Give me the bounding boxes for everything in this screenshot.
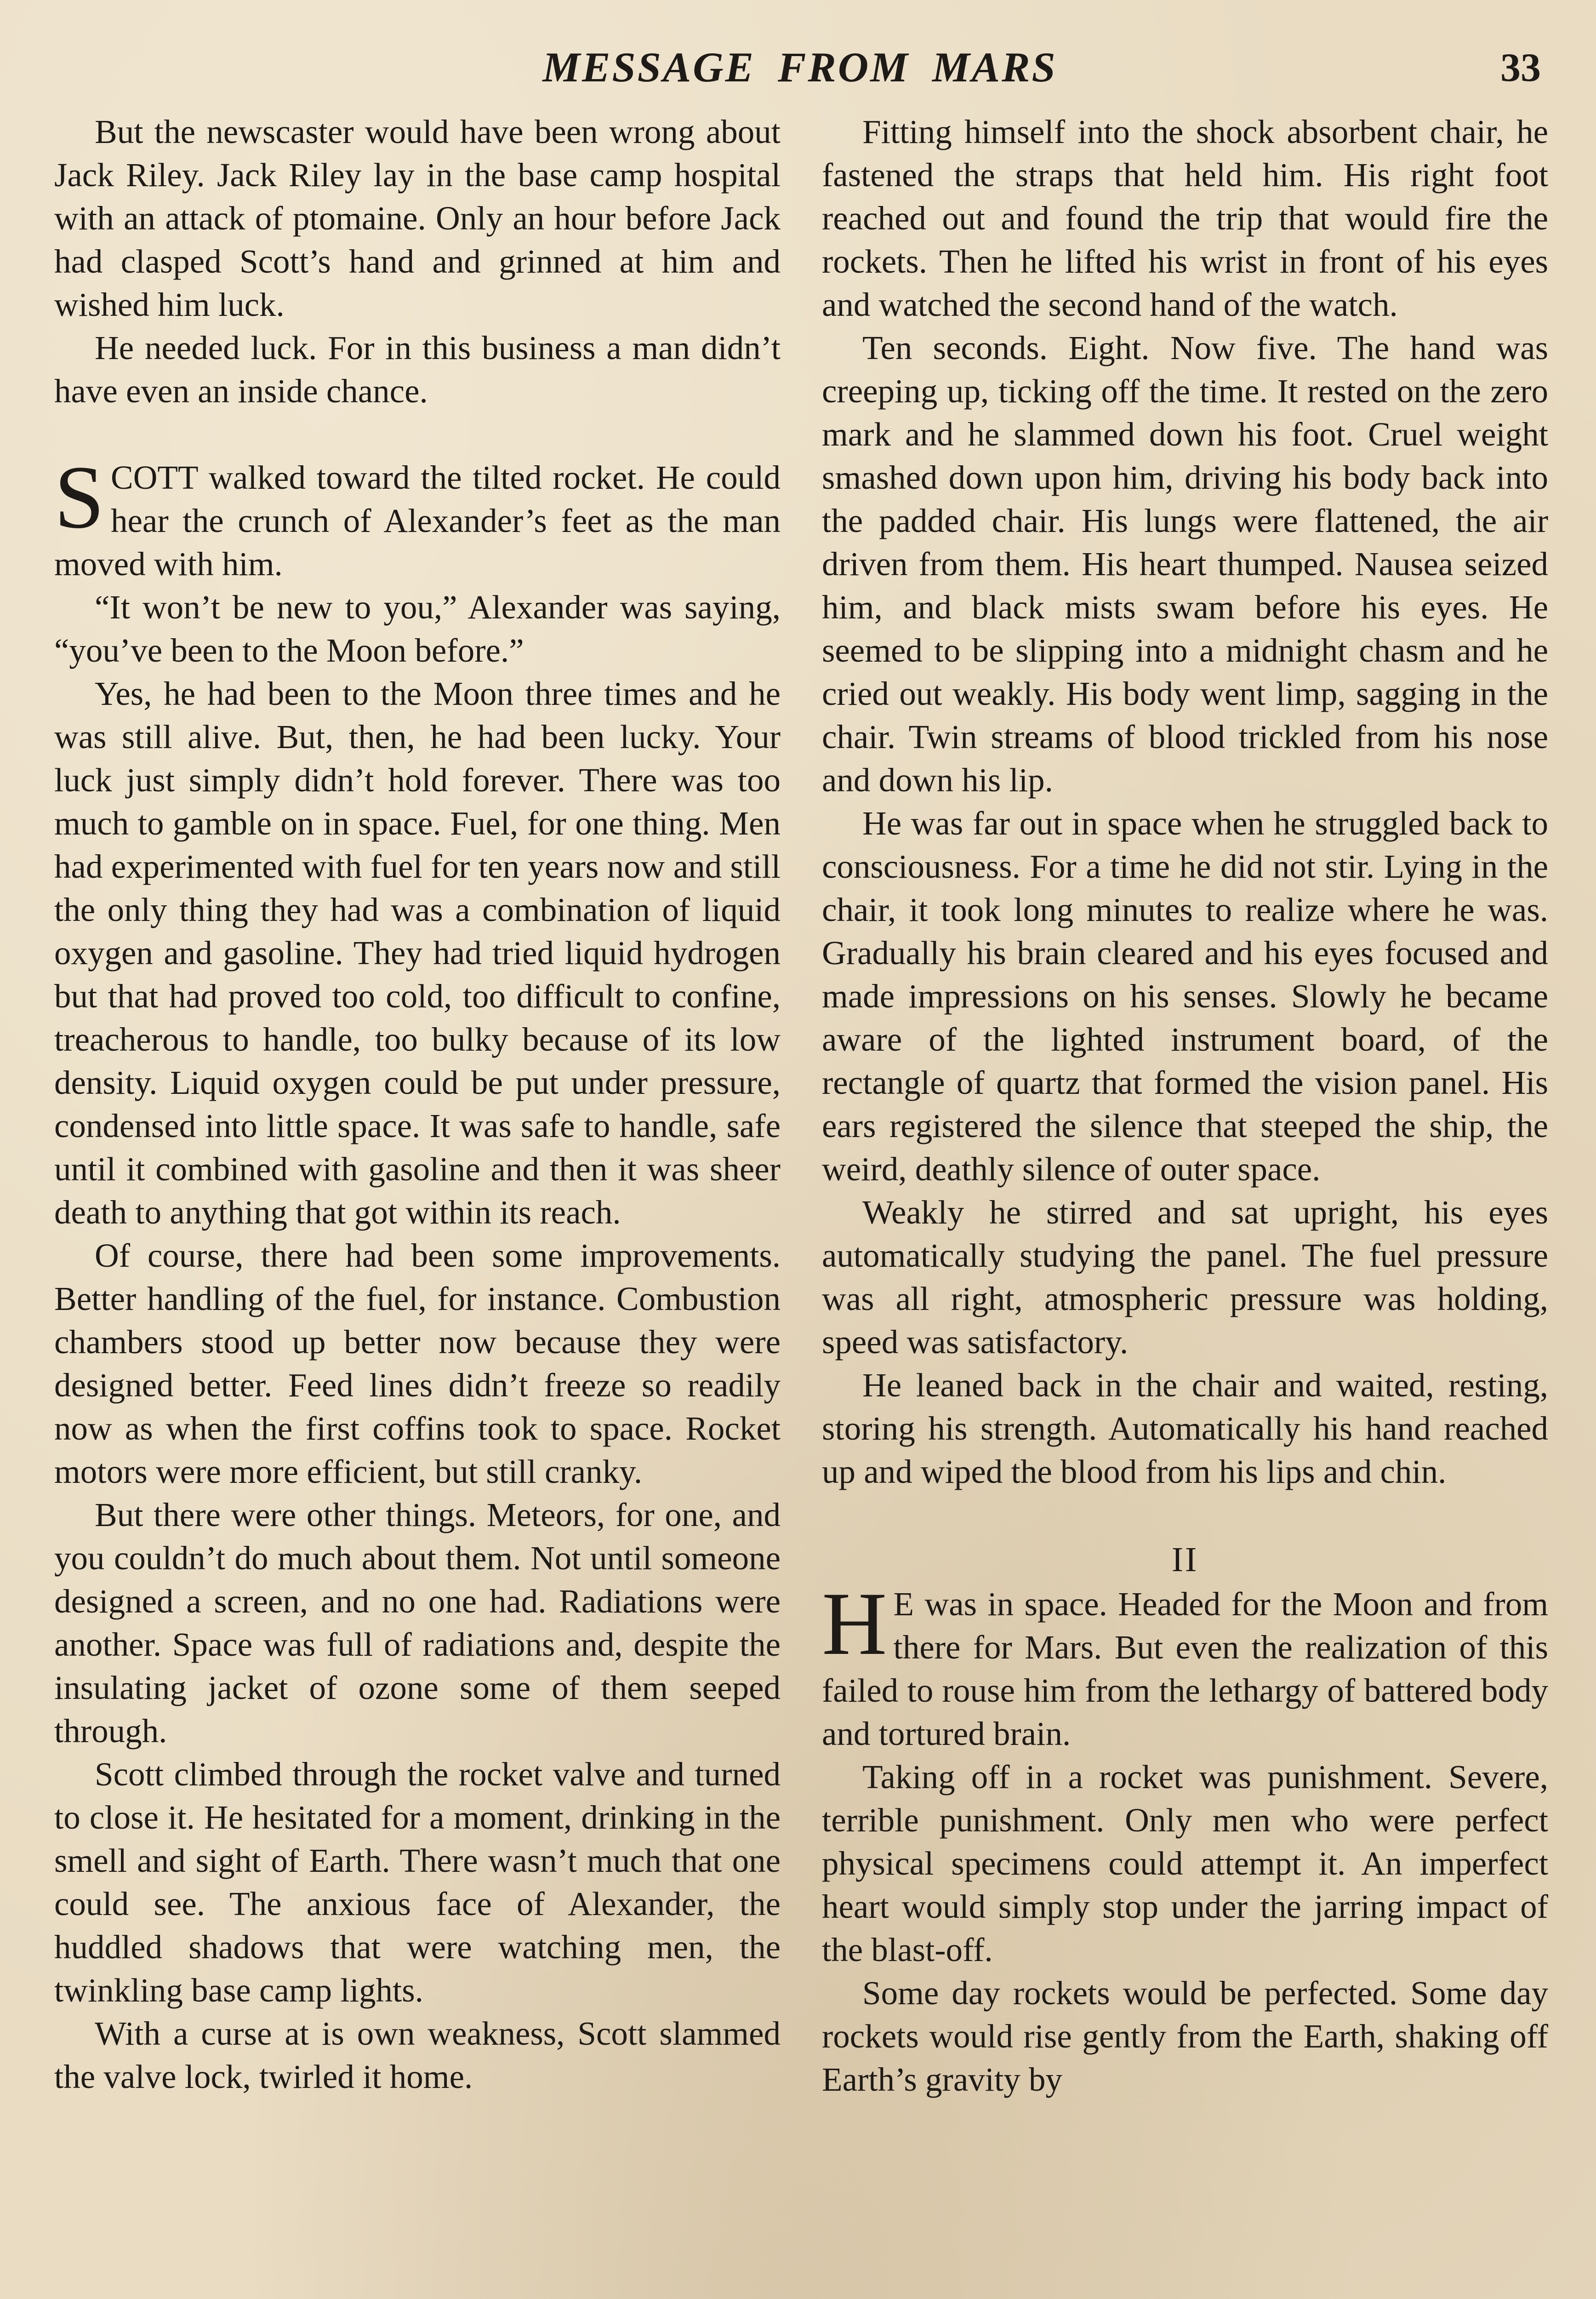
running-title: MESSAGE FROM MARS	[542, 44, 1057, 91]
paragraph: He was far out in space when he struggled back to consciousness. For a time he did not stir. Lying in the chair, it took long minutes to realize where he was. Gradually his brain cleared and his eyes focused and made impressions on his senses. Slowly he became aware of the lighted instrument board, of the rectangle of quartz that formed the vision panel. His ears registered the silence that steeped the ship, the weird, deathly silence of outer space.	[822, 805, 1548, 1188]
drop-cap: H	[822, 1574, 887, 1674]
paragraph: Scott climbed through the rocket valve and turned to close it. He hesitated for a moment, drinking in the smell and sight of Earth. There wasn’t much that one could see. The anxious face of Alexander, the huddled shadows that were watching men, the twinkling base camp lights.	[54, 1756, 781, 2009]
paragraph: “It won’t be new to you,” Alexander was saying, “you’ve been to the Moon before.”	[54, 589, 781, 669]
paragraph: Some day rockets would be perfected. Some day rockets would rise gently from the Earth, shaking off Earth’s gravity by	[822, 1974, 1548, 2098]
page-number: 33	[1500, 46, 1541, 90]
section-heading: II	[1171, 1540, 1199, 1579]
paragraph-text: COTT walked toward the tilted rocket. He could hear the crunch of Alexander’s feet as the man moved with him.	[54, 459, 781, 583]
right-column	[822, 110, 1548, 2101]
paragraph: Yes, he had been to the Moon three times and he was still alive. But, then, he had been lucky. Your luck just simply didn’t hold forever. There was too much to gamble on in space. Fuel, for one thing. Men had experimented with fuel for ten years now and still the only thing they had was a combination of liquid oxygen and gasoline. They had tried liquid hydrogen but that had proved too cold, too difficult to confine, treacherous to handle, too bulky because of its low density. Liquid oxygen could be put under pressure, condensed into little space. It was safe to handle, safe until it combined with gasoline and then it was sheer death to anything that got within its reach.	[54, 675, 781, 1231]
paragraph: He leaned back in the chair and waited, resting, storing his strength. Automatically his hand reached up and wiped the blood from his lips and chin.	[822, 1367, 1548, 1490]
left-column	[54, 110, 781, 2099]
drop-cap: S	[54, 447, 105, 547]
paragraph: Weakly he stirred and sat upright, his eyes automatically studying the panel. The fuel pressure was all right, atmospheric pressure was holding, speed was satisfactory.	[822, 1194, 1548, 1361]
paragraph: With a curse at is own weakness, Scott slammed the valve lock, twirled it home.	[54, 2015, 781, 2095]
paragraph: Of course, there had been some improvements. Better handling of the fuel, for instance. Combustion chambers stood up better now because they were designed better. Feed lines didn’t freeze so readily now as when the first coffins took to space. Rocket motors were more efficient, but still cranky.	[54, 1237, 781, 1490]
paragraph-text: E was in space. Headed for the Moon and from there for Mars. But even the realization of this failed to rouse him from the lethargy of battered body and tortured brain.	[822, 1585, 1548, 1752]
paragraph: He needed luck. For in this business a man didn’t have even an inside chance.	[54, 329, 781, 410]
paragraph: But there were other things. Meteors, for one, and you couldn’t do much about them. Not until someone designed a screen, and no one had. Radiations were another. Space was full of radiations and, despite the insulating jacket of ozone some of them seeped through.	[54, 1496, 781, 1750]
paragraph: But the newscaster would have been wrong about Jack Riley. Jack Riley lay in the base camp hospital with an attack of ptomaine. Only an hour before Jack had clasped Scott’s hand and grinned at him and wished him luck.	[54, 113, 781, 323]
paragraph: Fitting himself into the shock absorbent chair, he fastened the straps that held him. His right foot reached out and found the trip that would fire the rockets. Then he lifted his wrist in front of his eyes and watched the second hand of the watch.	[822, 113, 1548, 323]
paragraph: Taking off in a rocket was punishment. Severe, terrible punishment. Only men who were perfect physical specimens could attempt it. An imperfect heart would simply stop under the jarring impact of the blast-off.	[822, 1758, 1548, 1968]
paragraph-with-dropcap	[54, 447, 781, 586]
paragraph-with-dropcap	[822, 1574, 1548, 1756]
paragraph: Ten seconds. Eight. Now five. The hand was creeping up, ticking off the time. It rested on the zero mark and he slammed down his foot. Cruel weight smashed down upon him, driving his body back into the padded chair. His lungs were flattened, the air driven from them. His heart thumped. Nausea seized him, and black mists swam before his eyes. He seemed to be slipping into a midnight chasm and he cried out weakly. His body went limp, sagging in the chair. Twin streams of blood trickled from his nose and down his lip.	[822, 329, 1548, 799]
